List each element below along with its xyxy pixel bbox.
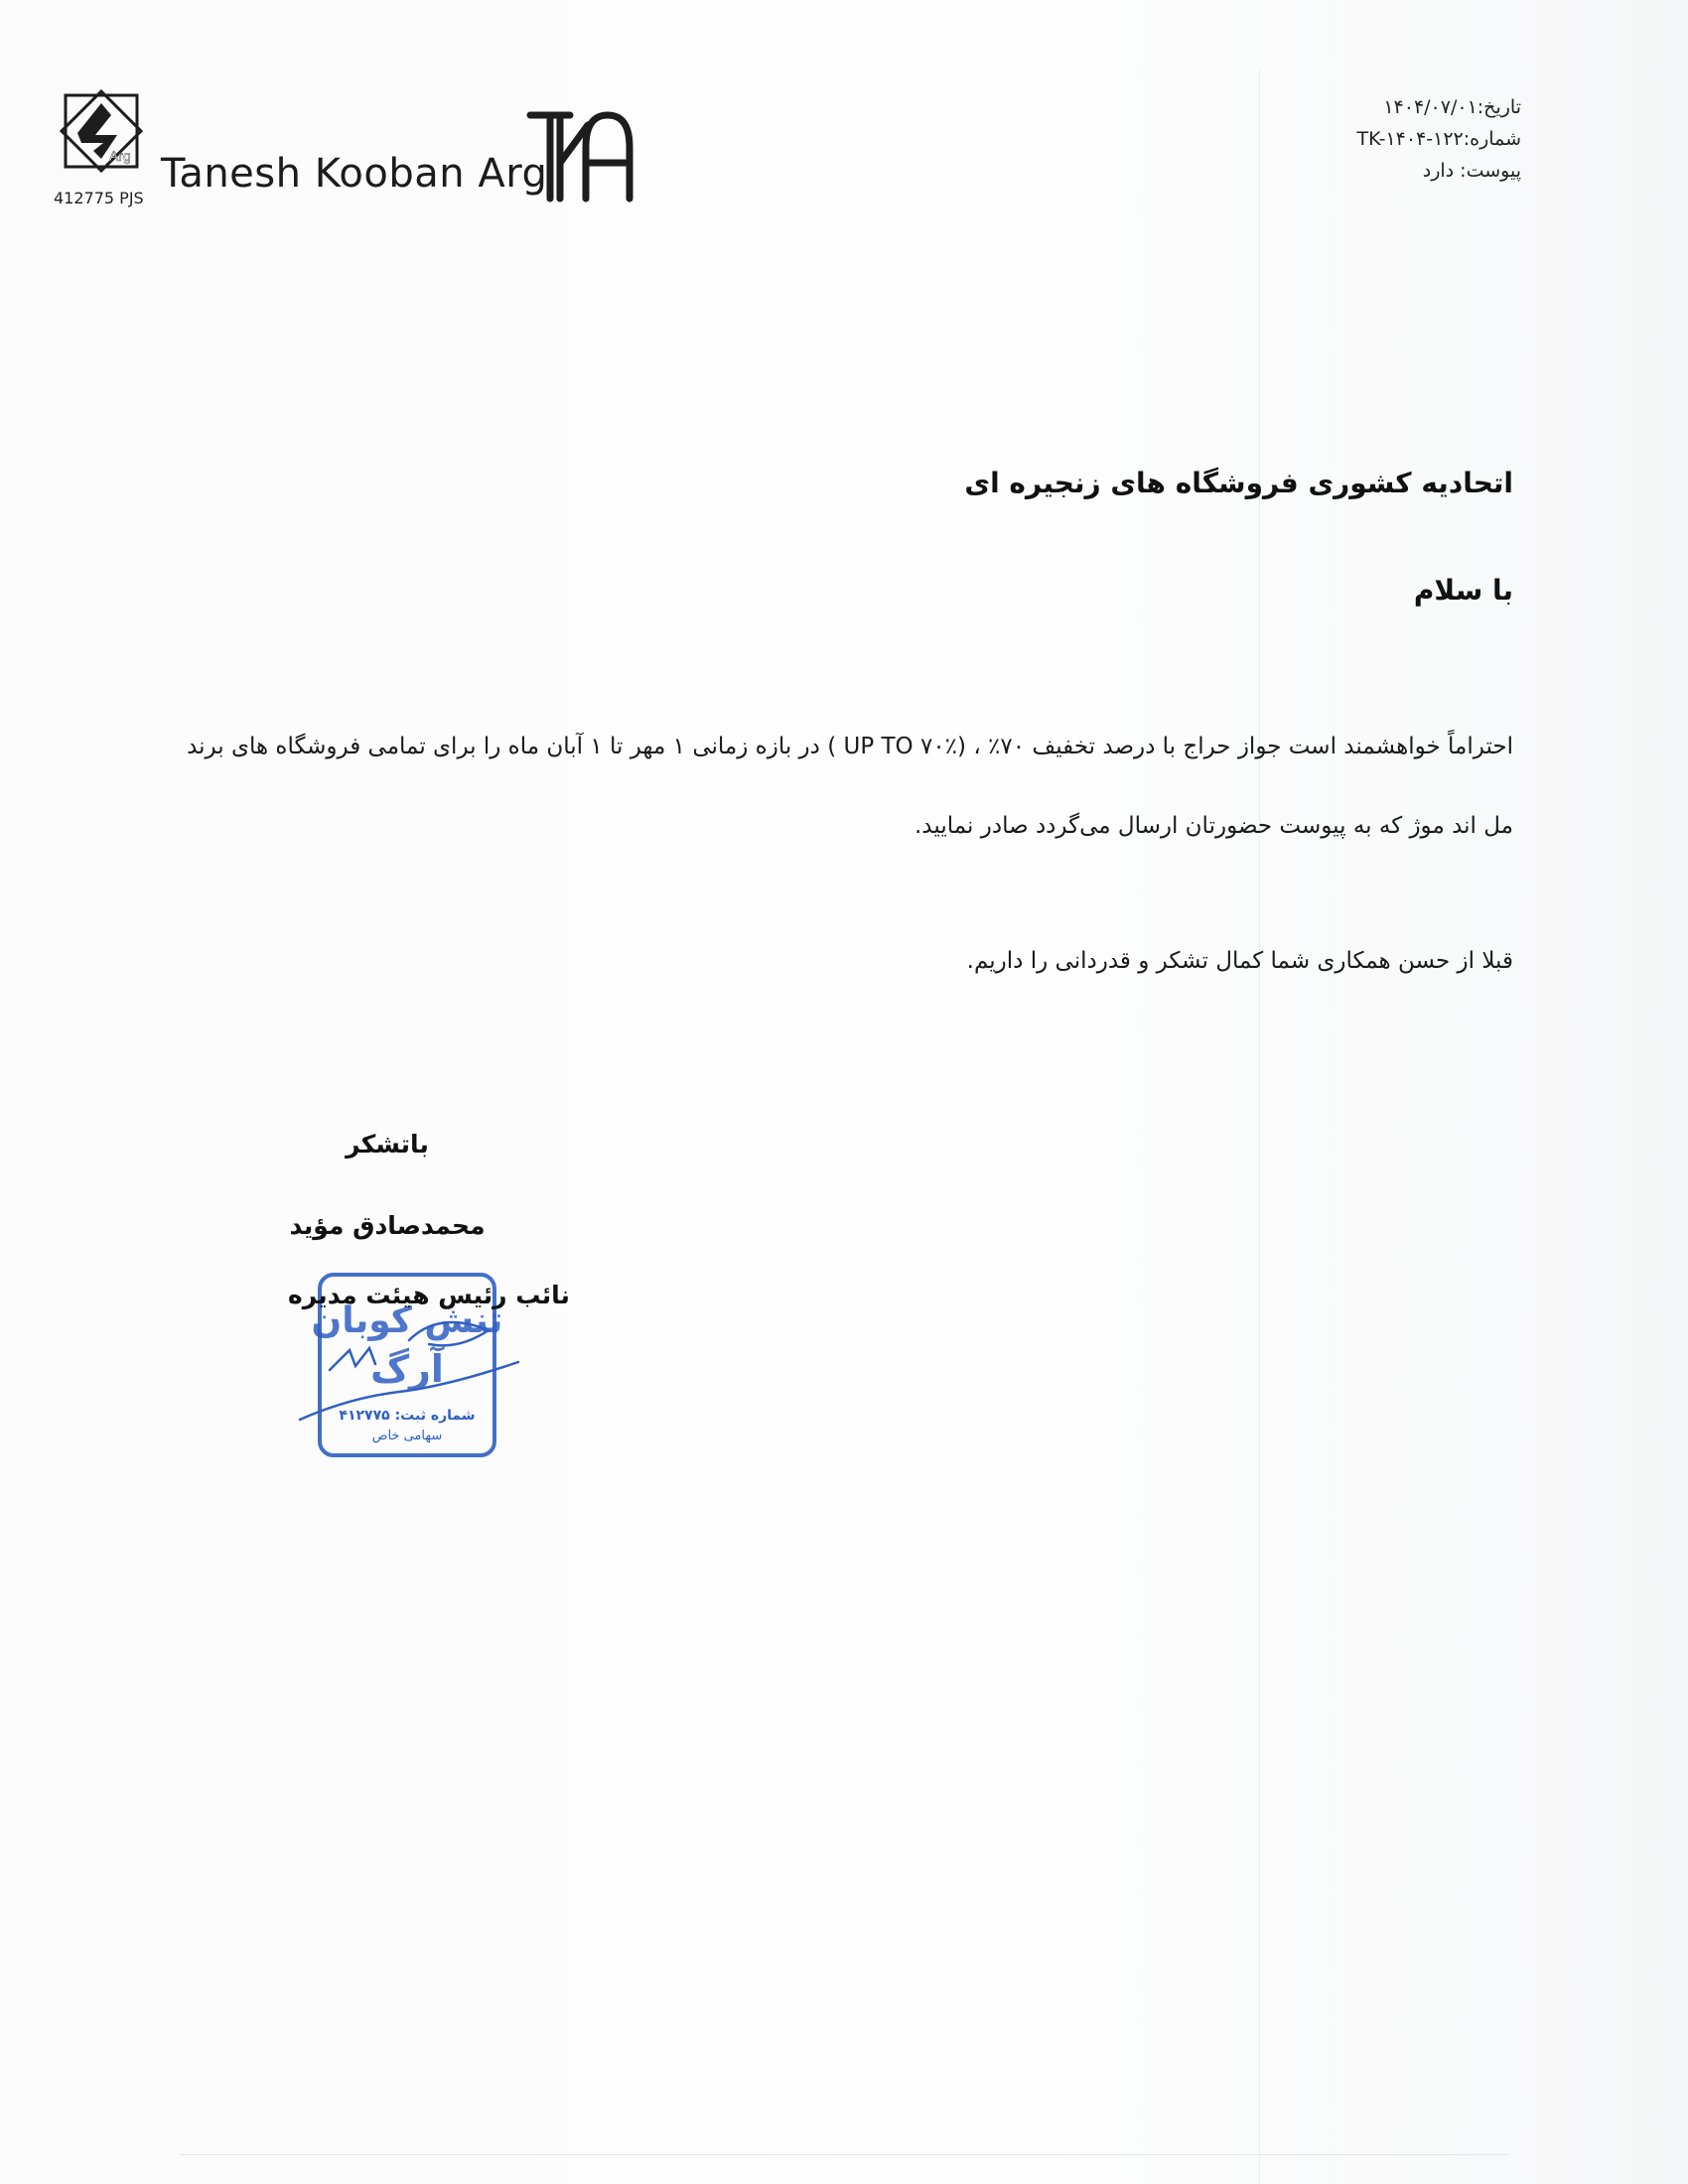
- company-emblem-icon: [60, 89, 143, 173]
- closing: باتشکر: [346, 1130, 429, 1159]
- registration-number: 412775 PJS: [54, 189, 144, 207]
- date-value: ۱۴۰۴/۰۷/۰۱: [1383, 96, 1477, 118]
- company-name: Tanesh Kooban Arg: [161, 151, 548, 197]
- body-paragraph-1: احتراماً خواهشمند است جواز حراج با درصد تخفیف ۷۰٪ ، (UP TO ۷۰٪ ) در بازه زمانی ۱ مهر تا ۱ آبان ماه را برای تمامی فروشگاه های برند مل اند موژ که به پیوست حضورتان ارسال می‌گردد صادر نمایید.: [187, 734, 1513, 839]
- signoff-block: [218, 1104, 556, 1267]
- number-row: [1357, 123, 1521, 155]
- tka-logo-mark: [526, 107, 635, 206]
- footer-rule: [179, 2154, 1509, 2155]
- stamp-type-line: سهامی خاص: [371, 1429, 443, 1443]
- recipient: اتحادیه کشوری فروشگاه های زنجیره ای: [964, 467, 1513, 499]
- scan-edge: [1259, 69, 1260, 2184]
- number-label: شماره:: [1463, 128, 1521, 150]
- signer-name: محمدصادق مؤید: [289, 1211, 486, 1240]
- greeting: با سلام: [1413, 574, 1513, 607]
- letter-meta: [1357, 91, 1521, 187]
- attachment-value: دارد: [1422, 160, 1455, 182]
- stamp-reg-line: شماره ثبت: ۴۱۲۷۷۵: [339, 1408, 476, 1424]
- date-label: تاریخ:: [1477, 96, 1521, 118]
- attachment-label: پیوست:: [1460, 160, 1521, 182]
- number-value: TK-۱۴۰۴-۱۲۲: [1356, 128, 1464, 150]
- signer-title: نائب رئیس هیئت مدیره: [288, 1281, 570, 1309]
- date-row: [1357, 91, 1521, 123]
- attachment-row: [1357, 155, 1521, 187]
- stamp-line-2: آرگ: [370, 1347, 444, 1391]
- emblem-text: Arg: [109, 148, 131, 164]
- stamp-line-1: تنش کوبان: [311, 1300, 503, 1341]
- body-paragraph-2: قبلا از حسن همکاری شما کمال تشکر و قدردانی را داریم.: [966, 948, 1513, 974]
